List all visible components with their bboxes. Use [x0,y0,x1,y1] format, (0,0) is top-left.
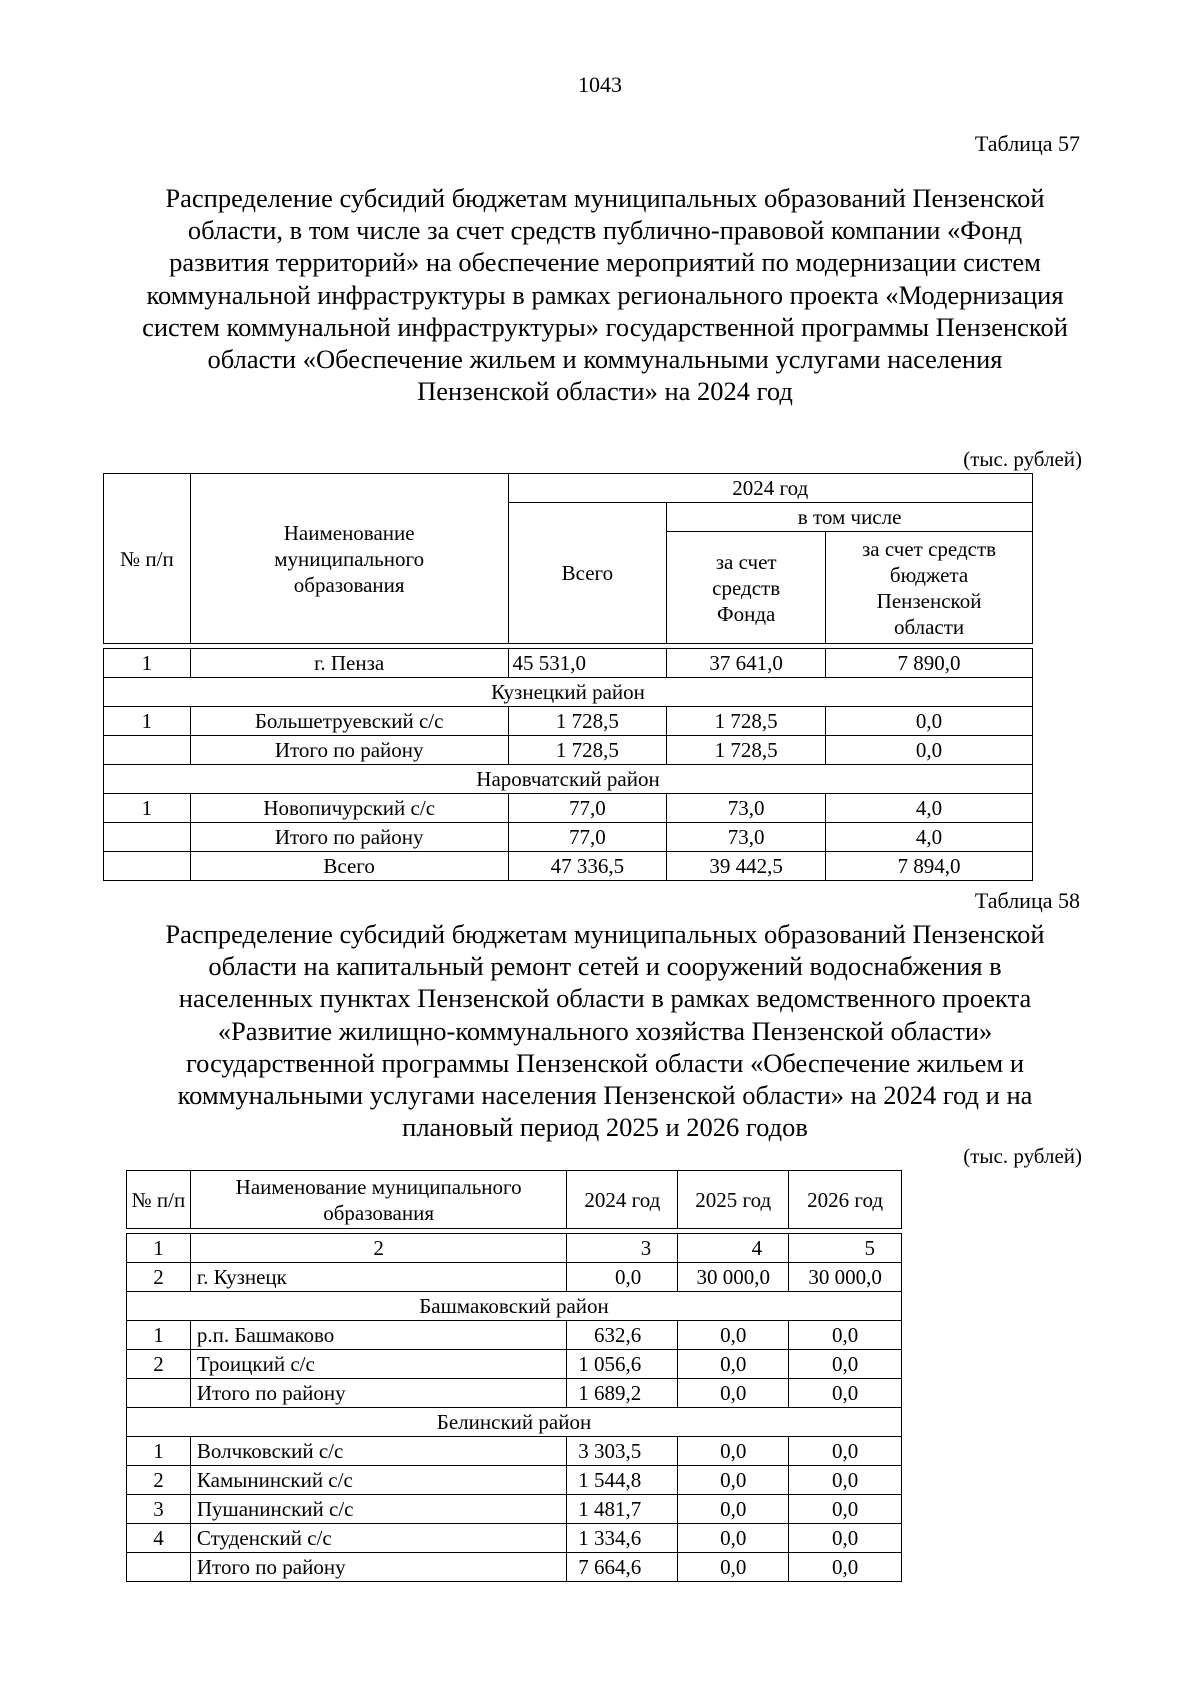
table58-row [127,1437,902,1466]
table57-header-name: Наименование муниципального образования [190,474,508,644]
table58-cell-2026: 0,0 [789,1466,902,1495]
table57-cell-budget: 0,0 [826,736,1033,765]
table57-row [104,736,1033,765]
table58-header-name: Наименование муниципального образования [190,1171,566,1229]
table57-header-num: № п/п [104,474,191,644]
table57-section-row [104,765,1033,794]
table58-row [127,1321,902,1350]
table58-cell-2024: 1 544,8 [567,1466,678,1495]
table58-header-2025: 2025 год [678,1171,789,1229]
table57-cell-num: 1 [104,794,191,823]
table58-cell-2025: 0,0 [678,1379,789,1408]
table58-cell-2026: 0,0 [789,1553,902,1582]
table57-cell-num: 1 [104,649,191,678]
table58-cell-num: 2 [127,1350,191,1379]
table57-cell-fund: 37 641,0 [667,649,826,678]
table58-cell-name: Итого по району [190,1379,566,1408]
table57-cell-budget: 7 890,0 [826,649,1033,678]
table58-cell-num: 3 [127,1495,191,1524]
table57-cell-budget: 7 894,0 [826,852,1033,881]
table57-cell-num [104,823,191,852]
table58-header-num: № п/п [127,1171,191,1229]
table57-row [104,649,1033,678]
table58-cell-num: 2 [127,1466,191,1495]
table58-cell-2025: 0,0 [678,1553,789,1582]
table57-row [104,823,1033,852]
table58-cell-name: г. Кузнецк [190,1263,566,1292]
table57-cell-fund: 73,0 [667,794,826,823]
table58-cell-2026: 0,0 [789,1524,902,1553]
table58-label: Таблица 58 [974,888,1080,913]
table57-cell-name: Большетруевский с/с [190,707,508,736]
table57-cell-total: 47 336,5 [508,852,667,881]
table58-cell-2026: 0,0 [789,1437,902,1466]
table57-cell-budget: 4,0 [826,823,1033,852]
table58-cell-2025: 0,0 [678,1437,789,1466]
table57-header-total: Всего [508,503,667,644]
table58-cell-num [127,1553,191,1582]
table58-column-numbers-row [127,1234,902,1263]
table57 [103,473,1033,881]
table58-cell-2026: 0,0 [789,1350,902,1379]
table57-header-fund: за счет средств Фонда [667,532,826,644]
table58-cell-num: 1 [127,1437,191,1466]
table58-cell-2025: 0,0 [678,1321,789,1350]
table58-cell-2024: 7 664,6 [567,1553,678,1582]
table58-cell-name: Камынинский с/с [190,1466,566,1495]
table58-cell-2024: 1 689,2 [567,1379,678,1408]
table58-section-row [127,1292,902,1321]
page-number: 1043 [578,72,622,97]
table58-header-2024: 2024 год [567,1171,678,1229]
table57-cell-num [104,736,191,765]
table57-header-budget: за счет средств бюджета Пензенской области [826,532,1033,644]
table57-cell-fund: 1 728,5 [667,736,826,765]
table58-column-number: 1 [127,1234,191,1263]
table58-row [127,1263,902,1292]
table58-cell-2024: 632,6 [567,1321,678,1350]
table58-row [127,1553,902,1582]
table58-row [127,1379,902,1408]
table58-cell-2025: 0,0 [678,1466,789,1495]
table58-units: (тыс. рублей) [963,1144,1082,1168]
table57-header-year: 2024 год [508,474,1032,503]
table58-cell-num: 2 [127,1263,191,1292]
table58-cell-2026: 0,0 [789,1495,902,1524]
table58-cell-2024: 3 303,5 [567,1437,678,1466]
table57-row [104,794,1033,823]
table57-cell-fund: 1 728,5 [667,707,826,736]
table57-cell-total: 1 728,5 [508,707,667,736]
table58-row [127,1495,902,1524]
table57-label: Таблица 57 [974,131,1080,156]
table58-column-number: 5 [789,1234,902,1263]
table58-cell-name: Пушанинский с/с [190,1495,566,1524]
table58-title: Распределение субсидий бюджетам муниципальных образований Пензенской области на капитальный ремонт сетей и сооружений водоснабжения в населенных пунктах Пензенской области в рамках ведомственного проекта «Развитие жилищно-коммунального хозяйства Пензенской области» государственной программы Пензенской области «Обеспечение жильем и коммунальными услугами населения Пензенской области» на 2024 год и на плановый период 2025 и 2026 годов [165,919,1045,1143]
table58-row [127,1524,902,1553]
table57-cell-total: 77,0 [508,794,667,823]
table58-cell-num: 4 [127,1524,191,1553]
table57-cell-num [104,852,191,881]
table58-section-row [127,1408,902,1437]
table58-row [127,1466,902,1495]
table57-cell-num: 1 [104,707,191,736]
table58-cell-name: р.п. Башмаково [190,1321,566,1350]
table58-cell-2026: 30 000,0 [789,1263,902,1292]
table58-cell-name: Итого по району [190,1553,566,1582]
table58-cell-num: 1 [127,1321,191,1350]
table58-cell-2025: 0,0 [678,1495,789,1524]
table57-cell-name: Итого по району [190,736,508,765]
table58-cell-2024: 1 334,6 [567,1524,678,1553]
table57-cell-name: Итого по району [190,823,508,852]
table58-row [127,1350,902,1379]
table57-cell-budget: 4,0 [826,794,1033,823]
table58-cell-2025: 0,0 [678,1350,789,1379]
table58-cell-num [127,1379,191,1408]
table58-column-number: 4 [678,1234,789,1263]
table57-row [104,852,1033,881]
table58-cell-2025: 30 000,0 [678,1263,789,1292]
table58-column-number: 3 [567,1234,678,1263]
table57-cell-total: 45 531,0 [508,649,667,678]
table57-cell-fund: 39 442,5 [667,852,826,881]
table58-header-2026: 2026 год [789,1171,902,1229]
table57-cell-name: Новопичурский с/с [190,794,508,823]
table57-units: (тыс. рублей) [963,447,1082,471]
table57-cell-total: 1 728,5 [508,736,667,765]
table57-cell-budget: 0,0 [826,707,1033,736]
table57-cell-name: г. Пенза [190,649,508,678]
table58 [126,1170,902,1582]
table58-column-number: 2 [190,1234,566,1263]
table57-section-name: Кузнецкий район [104,678,1033,707]
table57-row [104,707,1033,736]
table57-cell-total: 77,0 [508,823,667,852]
table58-cell-2024: 0,0 [567,1263,678,1292]
table58-section-name: Башмаковский район [127,1292,902,1321]
table57-section-row [104,678,1033,707]
table58-cell-name: Волчковский с/с [190,1437,566,1466]
table58-cell-2026: 0,0 [789,1379,902,1408]
table57-title: Распределение субсидий бюджетам муниципальных образований Пензенской области, в том числе за счет средств публично-правовой компании «Фонд развития территорий» на обеспечение мероприятий по модернизации систем коммунальной инфраструктуры в рамках регионального проекта «Модернизация систем коммунальной инфраструктуры» государственной программы Пензенской области «Обеспечение жильем и коммунальными услугами населения Пензенской области» на 2024 год [142,183,1068,407]
table57-section-name: Наровчатский район [104,765,1033,794]
table58-cell-name: Студенский с/с [190,1524,566,1553]
table57-cell-name: Всего [190,852,508,881]
table58-cell-2024: 1 481,7 [567,1495,678,1524]
table58-cell-2024: 1 056,6 [567,1350,678,1379]
table58-cell-name: Троицкий с/с [190,1350,566,1379]
table57-header-including: в том числе [667,503,1033,532]
table57-cell-fund: 73,0 [667,823,826,852]
table58-cell-2025: 0,0 [678,1524,789,1553]
table58-cell-2026: 0,0 [789,1321,902,1350]
table58-section-name: Белинский район [127,1408,902,1437]
